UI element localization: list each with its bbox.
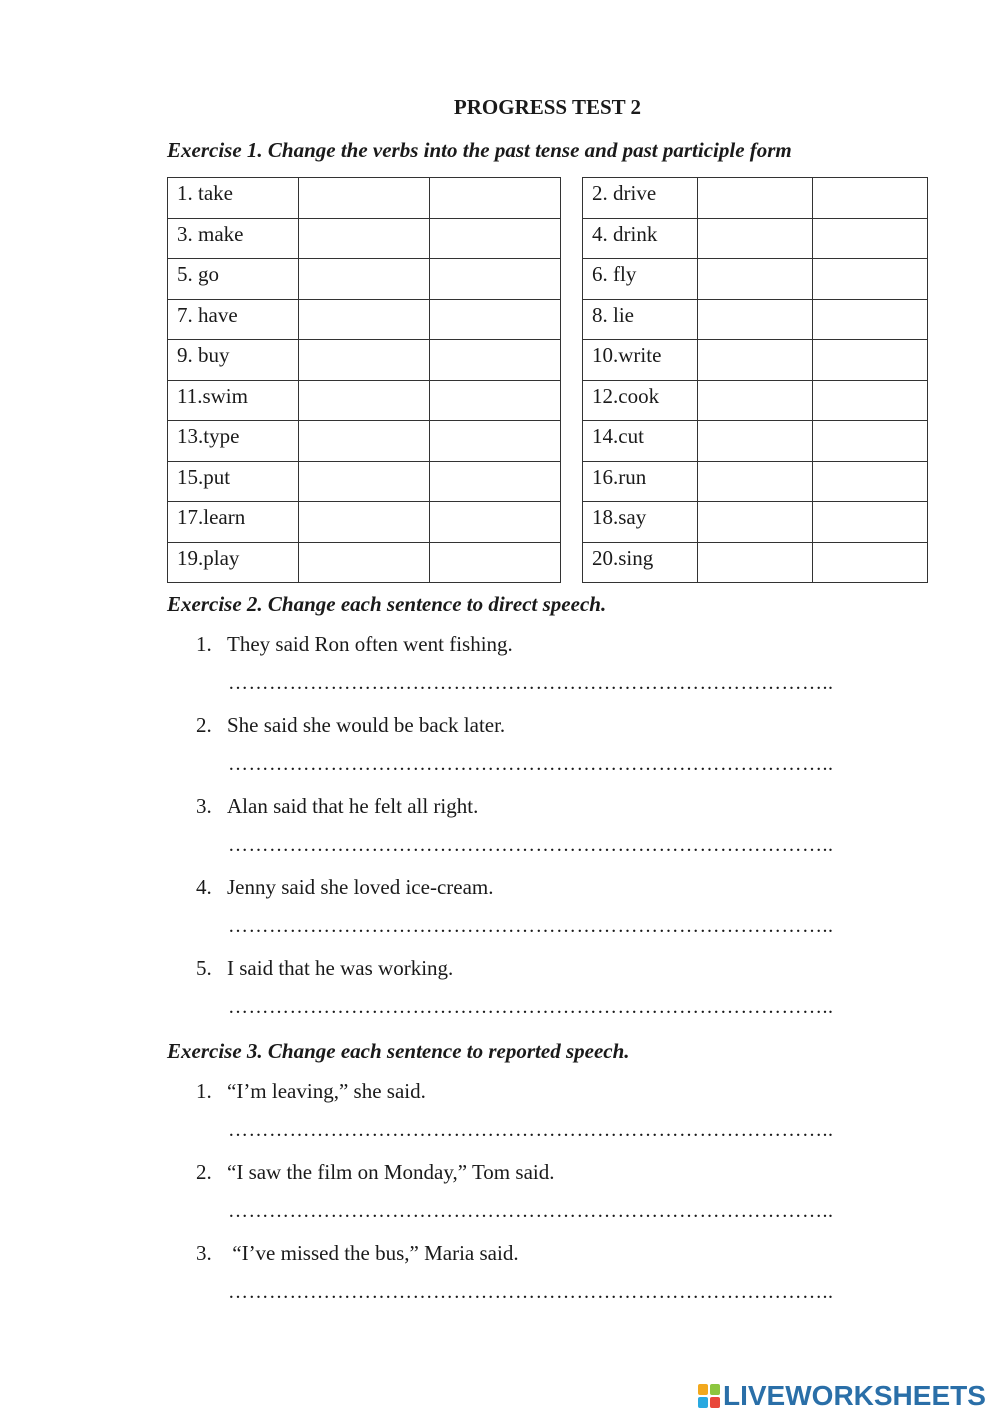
verb-row (583, 421, 928, 462)
past-tense-answer-cell[interactable] (698, 299, 813, 340)
past-tense-answer-cell[interactable] (299, 218, 430, 259)
verb-row (168, 218, 561, 259)
question-number: 5. (196, 956, 212, 980)
past-participle-answer-cell[interactable] (430, 299, 561, 340)
question-text: She said she would be back later. (227, 713, 506, 737)
past-participle-answer-cell[interactable] (430, 218, 561, 259)
verb-cell: 1. take (168, 178, 299, 219)
past-participle-answer-cell[interactable] (430, 502, 561, 543)
question-item (196, 1241, 519, 1266)
exercise-1-heading: Exercise 1. Change the verbs into the past tense and past participle form (167, 138, 792, 162)
verbs-table-left (167, 177, 561, 583)
past-participle-answer-cell[interactable] (813, 502, 928, 543)
past-tense-answer-cell[interactable] (698, 340, 813, 381)
past-participle-answer-cell[interactable] (813, 421, 928, 462)
past-tense-answer-cell[interactable] (299, 542, 430, 583)
verb-row (583, 218, 928, 259)
verb-row (583, 502, 928, 543)
question-item (196, 875, 493, 900)
question-item (196, 632, 513, 657)
past-tense-answer-cell[interactable] (299, 299, 430, 340)
answer-line[interactable]: …………………………………………………………………………….. (228, 1119, 834, 1141)
past-participle-answer-cell[interactable] (813, 178, 928, 219)
past-participle-answer-cell[interactable] (430, 542, 561, 583)
liveworksheets-logo (697, 1380, 986, 1412)
question-item (196, 956, 453, 981)
past-tense-answer-cell[interactable] (698, 380, 813, 421)
verb-cell: 13.type (168, 421, 299, 462)
past-participle-answer-cell[interactable] (430, 178, 561, 219)
verb-row (168, 461, 561, 502)
answer-line[interactable]: …………………………………………………………………………….. (228, 753, 834, 775)
verb-row (583, 259, 928, 300)
verb-row (168, 380, 561, 421)
past-tense-answer-cell[interactable] (698, 542, 813, 583)
question-text: “I’m leaving,” she said. (227, 1079, 426, 1103)
question-text: Jenny said she loved ice-cream. (227, 875, 494, 899)
past-participle-answer-cell[interactable] (813, 380, 928, 421)
verb-cell: 12.cook (583, 380, 698, 421)
past-participle-answer-cell[interactable] (813, 340, 928, 381)
verb-row (583, 340, 928, 381)
answer-line[interactable]: …………………………………………………………………………….. (228, 1281, 834, 1303)
verb-row (583, 542, 928, 583)
verb-row (168, 259, 561, 300)
verb-cell: 11.swim (168, 380, 299, 421)
question-number: 3. (196, 1241, 212, 1265)
question-text: “I saw the film on Monday,” Tom said. (227, 1160, 555, 1184)
past-participle-answer-cell[interactable] (430, 340, 561, 381)
question-text: I said that he was working. (227, 956, 454, 980)
question-item (196, 1079, 426, 1104)
exercise-3-heading: Exercise 3. Change each sentence to reported speech. (167, 1039, 630, 1063)
verb-cell: 20.sing (583, 542, 698, 583)
verb-cell: 4. drink (583, 218, 698, 259)
verb-row (168, 542, 561, 583)
verb-row (168, 299, 561, 340)
question-number: 1. (196, 632, 212, 656)
verb-cell: 9. buy (168, 340, 299, 381)
question-number: 2. (196, 1160, 212, 1184)
question-item (196, 794, 478, 819)
liveworksheets-mark-icon (697, 1383, 721, 1409)
answer-line[interactable]: …………………………………………………………………………….. (228, 672, 834, 694)
verb-row (168, 340, 561, 381)
verb-row (583, 461, 928, 502)
past-participle-answer-cell[interactable] (430, 461, 561, 502)
page-title: PROGRESS TEST 2 (453, 95, 642, 119)
verb-cell: 10.write (583, 340, 698, 381)
verb-cell: 7. have (168, 299, 299, 340)
past-tense-answer-cell[interactable] (698, 421, 813, 462)
verb-cell: 3. make (168, 218, 299, 259)
verb-cell: 6. fly (583, 259, 698, 300)
past-tense-answer-cell[interactable] (698, 178, 813, 219)
past-tense-answer-cell[interactable] (299, 259, 430, 300)
past-participle-answer-cell[interactable] (430, 259, 561, 300)
question-number: 4. (196, 875, 212, 899)
answer-line[interactable]: …………………………………………………………………………….. (228, 1200, 834, 1222)
verb-cell: 19.play (168, 542, 299, 583)
question-item (196, 713, 505, 738)
verb-cell: 18.say (583, 502, 698, 543)
exercise-2-heading-rest: . Change each sentence to direct speech. (257, 592, 607, 616)
question-number: 3. (196, 794, 212, 818)
question-text: They said Ron often went fishing. (227, 632, 513, 656)
verb-cell: 17.learn (168, 502, 299, 543)
past-tense-answer-cell[interactable] (299, 461, 430, 502)
liveworksheets-text: LIVEWORKSHEETS (723, 1380, 986, 1411)
verb-row (583, 380, 928, 421)
past-tense-answer-cell[interactable] (698, 461, 813, 502)
question-number: 2. (196, 713, 212, 737)
question-number: 1. (196, 1079, 212, 1103)
verbs-table-right (582, 177, 928, 583)
past-tense-answer-cell[interactable] (299, 380, 430, 421)
verb-row (168, 421, 561, 462)
exercise-2-heading (167, 592, 606, 617)
verb-row (583, 178, 928, 219)
question-item (196, 1160, 554, 1185)
exercise-2-heading-bold: Exercise 2 (167, 592, 258, 616)
past-participle-answer-cell[interactable] (813, 461, 928, 502)
past-tense-answer-cell[interactable] (698, 259, 813, 300)
verb-row (168, 502, 561, 543)
answer-line[interactable]: …………………………………………………………………………….. (228, 834, 834, 856)
past-participle-answer-cell[interactable] (813, 299, 928, 340)
verb-cell: 8. lie (583, 299, 698, 340)
past-participle-answer-cell[interactable] (813, 259, 928, 300)
verb-cell: 14.cut (583, 421, 698, 462)
verb-row (168, 178, 561, 219)
past-tense-answer-cell[interactable] (299, 340, 430, 381)
verb-row (583, 299, 928, 340)
past-participle-answer-cell[interactable] (813, 542, 928, 583)
past-tense-answer-cell[interactable] (299, 421, 430, 462)
past-tense-answer-cell[interactable] (698, 218, 813, 259)
question-text: “I’ve missed the bus,” Maria said. (227, 1241, 519, 1265)
verb-cell: 15.put (168, 461, 299, 502)
past-participle-answer-cell[interactable] (430, 380, 561, 421)
answer-line[interactable]: …………………………………………………………………………….. (228, 915, 834, 937)
verb-cell: 5. go (168, 259, 299, 300)
question-text: Alan said that he felt all right. (227, 794, 479, 818)
past-participle-answer-cell[interactable] (430, 421, 561, 462)
past-tense-answer-cell[interactable] (299, 178, 430, 219)
verb-cell: 2. drive (583, 178, 698, 219)
past-participle-answer-cell[interactable] (813, 218, 928, 259)
past-tense-answer-cell[interactable] (299, 502, 430, 543)
answer-line[interactable]: …………………………………………………………………………….. (228, 996, 834, 1018)
verb-cell: 16.run (583, 461, 698, 502)
past-tense-answer-cell[interactable] (698, 502, 813, 543)
